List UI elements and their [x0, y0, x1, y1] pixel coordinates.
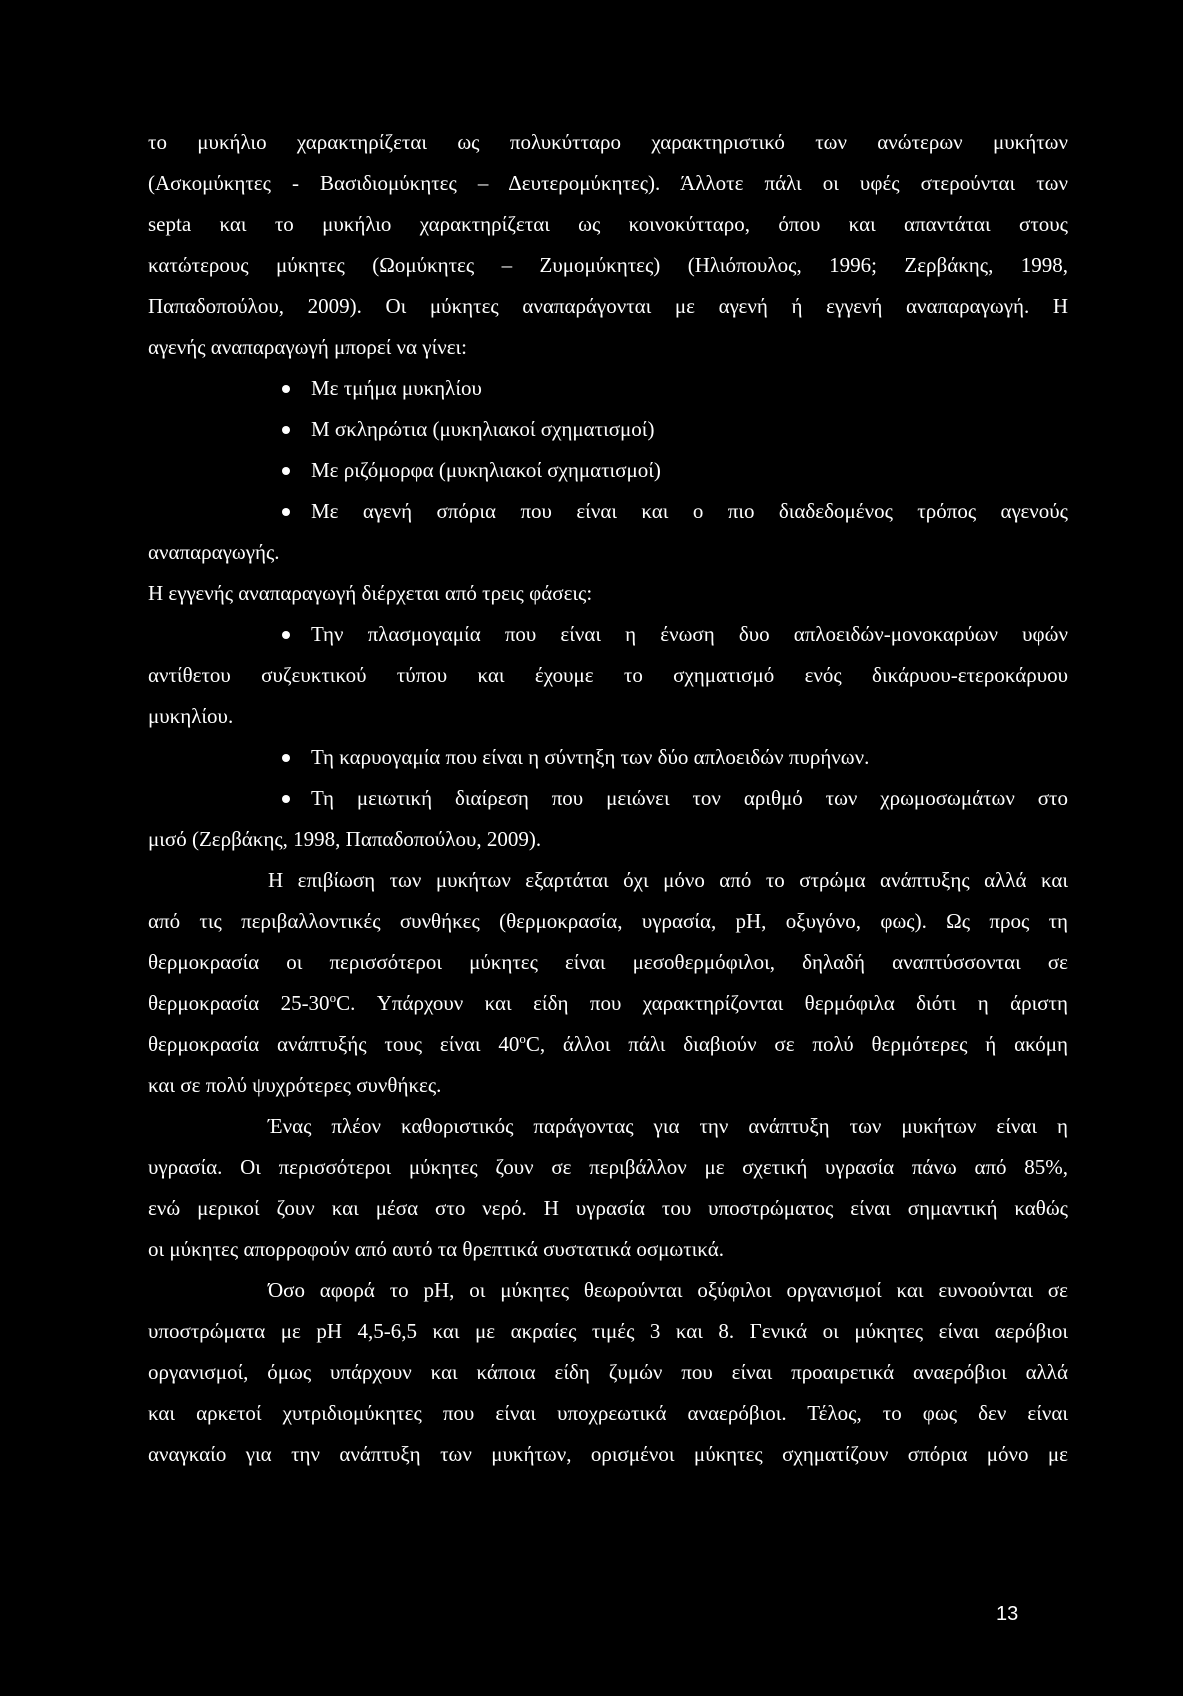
list-item-continuation: αναπαραγωγής.: [148, 540, 280, 564]
list-item-continuation: μισό (Ζερβάκης, 1998, Παπαδοπούλου, 2009).: [148, 827, 542, 851]
text-line: και αρκετοί χυτριδιομύκητες που είναι υποχρεωτικά αναερόβιοι. Τέλος, το φως δεν είναι: [148, 1401, 1068, 1425]
text-line: (Ασκομύκητες - Βασιδιομύκητες – Δευτερομύκητες). Άλλοτε πάλι οι υφές στερούνται των: [148, 171, 1068, 195]
text-line: και σε πολύ ψυχρότερες συνθήκες.: [148, 1073, 442, 1097]
list-item: [148, 778, 1068, 819]
sexual-reproduction-intro: Η εγγενής αναπαραγωγή διέρχεται από τρεις φάσεις:: [148, 581, 593, 605]
list-item-text: Τη καρυογαμία που είναι η σύντηξη των δύο απλοειδών πυρήνων.: [311, 745, 870, 769]
bullet-icon: [282, 508, 290, 516]
list-item: [148, 491, 1068, 532]
bullet-icon: [282, 631, 290, 639]
text-line: Ένας πλέον καθοριστικός παράγοντας για την ανάπτυξη των μυκήτων είναι η: [268, 1114, 1068, 1138]
paragraph-ph: [148, 1270, 1068, 1475]
list-item: [148, 450, 1068, 491]
text-line: Η επιβίωση των μυκήτων εξαρτάται όχι μόνο από το στρώμα ανάπτυξης αλλά και: [268, 868, 1068, 892]
asexual-reproduction-list: [148, 368, 1068, 573]
bullet-icon: [282, 754, 290, 762]
bullet-icon: [282, 467, 290, 475]
text-line: ενώ μερικοί ζουν και μέσα στο νερό. Η υγρασία του υποστρώματος είναι σημαντική καθώς: [148, 1196, 1068, 1220]
list-item-text: Μ σκληρώτια (μυκηλιακοί σχηματισμοί): [311, 417, 655, 441]
text-line: οργανισμοί, όμως υπάρχουν και κάποια είδη ζυμών που είναι προαιρετικά αναερόβιοι αλλά: [148, 1360, 1068, 1384]
sexual-reproduction-list: [148, 614, 1068, 860]
text-line: Όσο αφορά το pH, οι μύκητες θεωρούνται οξύφιλοι οργανισμοί και ευνοούνται σε: [268, 1278, 1068, 1302]
text-line: οι μύκητες απορροφούν από αυτό τα θρεπτικά συστατικά οσμωτικά.: [148, 1237, 724, 1261]
text-line: υγρασία. Οι περισσότεροι μύκητες ζουν σε περιβάλλον με σχετική υγρασία πάνω από 85%,: [148, 1155, 1068, 1179]
bullet-icon: [282, 385, 290, 393]
list-item: [148, 614, 1068, 655]
text-fragment: θερμοκρασία ανάπτυξής τους είναι 40: [148, 1032, 520, 1056]
list-item-text: Με ριζόμορφα (μυκηλιακοί σχηματισμοί): [311, 458, 661, 482]
text-line: το μυκήλιο χαρακτηρίζεται ως πολυκύτταρο χαρακτηριστικό των ανώτερων μυκήτων: [148, 130, 1068, 154]
text-line: septa και το μυκήλιο χαρακτηρίζεται ως κοινοκύτταρο, όπου και απαντάται στους: [148, 212, 1068, 236]
bullet-icon: [282, 795, 290, 803]
text-line: αγενής αναπαραγωγή μπορεί να γίνει:: [148, 335, 468, 359]
text-line: θερμοκρασία οι περισσότεροι μύκητες είναι μεσοθερμόφιλοι, δηλαδή αναπτύσσονται σε: [148, 950, 1068, 974]
text-line: [148, 983, 1068, 1024]
text-line: [148, 1024, 1068, 1065]
paragraph-humidity: [148, 1106, 1068, 1270]
list-item-text: Την πλασμογαμία που είναι η ένωση δυο απλοειδών-μονοκαρύων υφών: [311, 622, 1068, 646]
list-item: [148, 368, 1068, 409]
page-number: 13: [996, 1603, 1019, 1625]
text-fragment: C, άλλοι πάλι διαβιούν σε πολύ θερμότερες ή ακόμη: [525, 1032, 1068, 1056]
body-text: [148, 122, 1068, 1475]
degree-sign: o: [519, 1031, 526, 1046]
text-line: από τις περιβαλλοντικές συνθήκες (θερμοκρασία, υγρασία, pH, οξυγόνο, φως). Ως προς τη: [148, 909, 1068, 933]
list-item-continuation: αντίθετου συζευκτικού τύπου και έχουμε το σχηματισμό ενός δικάρυου-ετεροκάρυου: [148, 663, 1068, 687]
list-item-text: Με τμήμα μυκηλίου: [311, 376, 482, 400]
bullet-icon: [282, 426, 290, 434]
degree-sign: o: [329, 990, 337, 1005]
paragraph-mycelium: [148, 122, 1068, 368]
paragraph-temperature: [148, 860, 1068, 1106]
list-item: [148, 409, 1068, 450]
text-fragment: C. Υπάρχουν και είδη που χαρακτηρίζονται θερμόφιλα διότι η άριστη: [336, 991, 1068, 1015]
text-line: Παπαδοπούλου, 2009). Οι μύκητες αναπαράγονται με αγενή ή εγγενή αναπαραγωγή. Η: [148, 294, 1068, 318]
list-item-continuation: μυκηλίου.: [148, 704, 234, 728]
text-fragment: θερμοκρασία 25-30: [148, 991, 330, 1015]
list-item: [148, 737, 1068, 778]
list-item-text: Τη μειωτική διαίρεση που μειώνει τον αριθμό των χρωμοσωμάτων στο: [311, 786, 1068, 810]
text-line: υποστρώματα με pH 4,5-6,5 και με ακραίες τιμές 3 και 8. Γενικά οι μύκητες είναι αερόβιοι: [148, 1319, 1068, 1343]
text-line: κατώτερους μύκητες (Ωομύκητες – Ζυμομύκητες) (Ηλιόπουλος, 1996; Ζερβάκης, 1998,: [148, 253, 1068, 277]
text-line: αναγκαίο για την ανάπτυξη των μυκήτων, ορισμένοι μύκητες σχηματίζουν σπόρια μόνο με: [148, 1442, 1068, 1466]
list-item-text: Με αγενή σπόρια που είναι και ο πιο διαδεδομένος τρόπος αγενούς: [311, 499, 1068, 523]
